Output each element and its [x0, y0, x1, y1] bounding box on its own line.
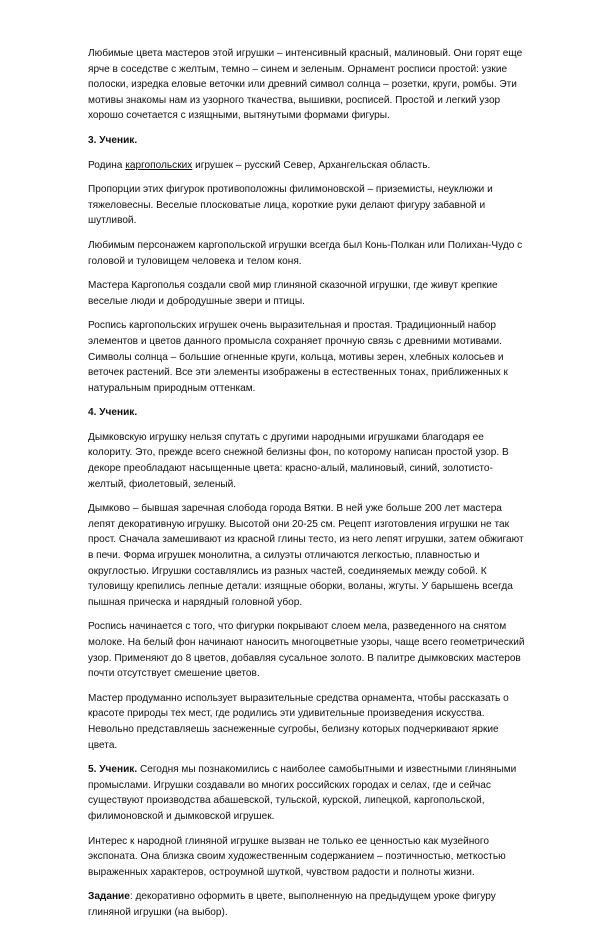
paragraph-kargopol-homeland [88, 158, 528, 174]
paragraph-proportions: Пропорции этих фигурок противоположны филимоновской – приземисты, неуклюжи и тяжеловесны. Веселые плосковатые лица, короткие руки делают фигуру забавной и шутливой. [88, 184, 493, 227]
task-label: Задание [88, 891, 130, 903]
paragraph-masters: Мастера Каргополья создали свой мир глиняной сказочной игрушки, где живут крепкие веселые люди и добродушные звери и птицы. [88, 280, 498, 307]
kargopol-link[interactable]: каргопольских [125, 159, 193, 171]
paragraph-dymkovo-history: Дымково – бывшая заречная слобода города Вятки. В ней уже больше 200 лет мастера лепят декоративную игрушку. Высотой они 20-25 см. Рецепт изготовления игрушки не так прост. Сначала замешивают из красной глины тесто, из него лепят игрушки, затем обжигают в печи. Форма игрушек монолитна, а силуэты отличаются легкостью, плавностью и округлостью. Игрушки составлялись из разных частей, соединяемых между собой. К туловищу крепились лепные детали: изящные оборки, воланы, жгуты. У барышень всегда пышная прическа и нарядный головной убор. [88, 503, 524, 608]
heading-student-3: 3. Ученик. [88, 134, 138, 146]
paragraph-text: игрушек – русский Север, Архангельская область. [192, 159, 431, 171]
paragraph-ornament: Мастер продуманно использует выразительные средства орнамента, чтобы рассказать о красоте природы тех мест, где родились эти удивительные произведения искусства. Невольно представляешь заснеженные сугробы, белизну которых подчеркивают яркие цвета. [88, 692, 509, 751]
paragraph-polkan: Любимым персонажем каргопольской игрушки всегда был Конь-Полкан или Полихан-Чудо с головой и туловищем человека и телом коня. [88, 239, 523, 267]
document-body [88, 46, 528, 930]
task-text: : декоративно оформить в цвете, выполненную на предыдущем уроке фигуру глиняной игрушки (на выбор). [88, 891, 496, 918]
heading-student-4: 4. Ученик. [88, 407, 138, 419]
paragraph-task [88, 889, 528, 920]
paragraph-text: Сегодня мы познакомились с наиболее самобытными и известными глиняными промыслами. Игрушки создавали во многих российских городах и селах, где и сейчас существуют производства абашевской, тульской, курской, липецкой, каргопольской, филимоновской и дымковской игрушек. [88, 764, 517, 822]
paragraph-dymkovo-painting: Роспись начинается с того, что фигурки покрывают слоем мела, разведенного на снятом молоке. На белый фон начинают наносить многоцветные узоры, чаще всего геометрический узор. Применяют до 8 цветов, добавляя сусальное золото. В палитре дымковских мастеров почти отсутствует смешение цветов. [88, 621, 525, 680]
paragraph-text: Родина [88, 159, 126, 171]
paragraph-interest: Интерес к народной глиняной игрушке вызван не только ее ценностью как музейного экспоната. Она близка своим художественным содержанием – поэтичностью, меткостью выраженных характеров, остроумной шуткой, чувством радости и полноты жизни. [88, 835, 506, 878]
paragraph-colors: Любимые цвета мастеров этой игрушки – интенсивный красный, малиновый. Они горят еще ярче в соседстве с желтым, темно – синем и зеленым. Орнамент росписи простой: узкие полоски, изредка еловые веточки или древний символ солнца – розетки, круги, ромбы. Эти мотивы знакомы нам из узорного ткачества, вышивки, росписей. Простой и легкий узор хорошо сочетается с изящными, вытянутыми формами фигуры. [88, 48, 523, 122]
paragraph-dymkovo-colors: Дымковскую игрушку нельзя спутать с другими народными игрушками благодаря ее колориту. Это, прежде всего снежной белизны фон, по которому написан простой узор. В декоре преобладают насыщенные цвета: красно-алый, малиновый, синий, золотисто-желтый, фиолетовый, зеленый. [88, 431, 509, 490]
paragraph-student-5 [88, 762, 528, 824]
heading-student-5: 5. Ученик. [88, 764, 138, 776]
paragraph-kargopol-painting: Роспись каргопольских игрушек очень выразительная и простая. Традиционный набор элементов и цветов данного промысла сохраняет прочную связь с древними мотивами. Символы солнца – большие огненные круги, кольца, мотивы зерен, хлебных колосьев и веточек растений. Все эти элементы изображены в естественных тонах, приближенных к натуральным природным оттенкам. [88, 320, 508, 394]
